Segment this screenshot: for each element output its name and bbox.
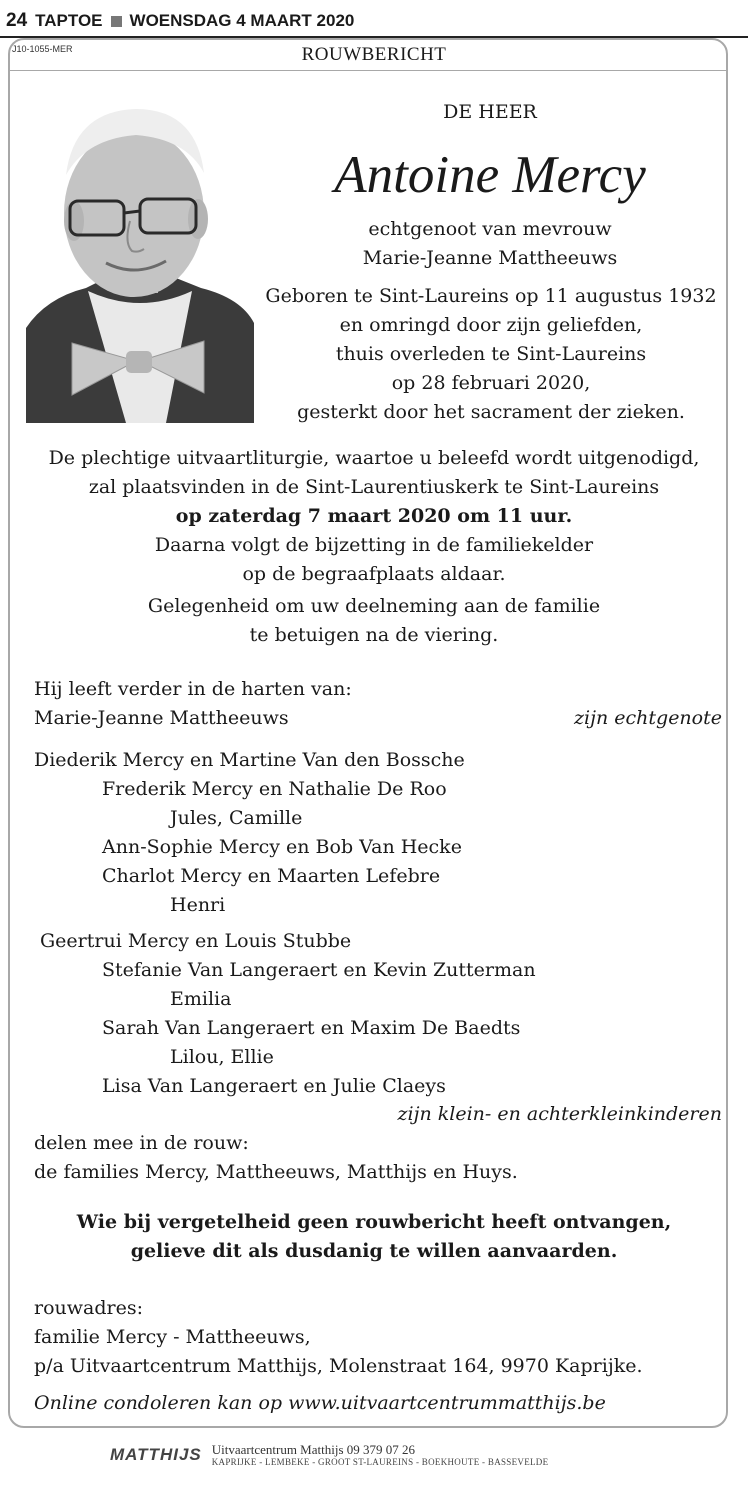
section-title: ROUWBERICHT [301,44,447,65]
service-datetime: op zaterdag 7 maart 2020 om 11 uur. [175,505,573,527]
bio-line: op 28 februari 2020, [391,372,591,394]
funeral-home-footer [110,1438,548,1472]
notice-line: Wie bij vergetelheid geen rouwbericht heeft ontvangen, [76,1211,672,1233]
address-line: p/a Uitvaartcentrum Matthijs, Molenstraat 164, 9970 Kaprijke. [34,1355,643,1377]
funeral-home-logo [110,1445,202,1465]
page-number: 24 [6,10,28,31]
title-divider [8,70,728,71]
family-line: Lisa Van Langeraert en Julie Claeys [102,1075,446,1097]
deceased-name: Antoine Mercy [334,146,646,204]
bio-line: gesterkt door het sacrament der zieken. [297,401,685,423]
family-line: Charlot Mercy en Maarten Lefebre [102,865,441,887]
share-line: delen mee in de rouw: [34,1132,249,1154]
footer-locations: KAPRIJKE - LEMBEKE - GROOT ST-LAUREINS - BOEKHOUTE - BASSEVELDE [211,1457,549,1467]
logo-text: MATTHIJS [110,1445,202,1464]
square-bullet-icon [111,16,122,27]
burial-line: Daarna volgt de bijzetting in de familiekelder [154,534,594,556]
notice-line: gelieve dit als dusdanig te willen aanvaarden. [130,1240,618,1262]
family-branch-1 [34,746,724,920]
family-line: Frederik Mercy en Nathalie De Roo [102,778,447,800]
survivor-spouse: Marie-Jeanne Mattheeuws [34,707,289,729]
online-condolence-link[interactable]: Online condoleren kan op www.uitvaartcentrummatthijs.be [34,1392,606,1414]
masthead [6,8,742,34]
family-branch-2 [40,927,724,1101]
family-line: Diederik Mercy en Martine Van den Bossche [34,749,465,771]
bio-block [258,282,724,427]
spouse-line: echtgenoot van mevrouw [368,218,612,240]
service-line: De plechtige uitvaartliturgie, waartoe u beleefd wordt uitgenodigd, [48,447,700,469]
address-line: familie Mercy - Mattheeuws, [34,1326,311,1348]
family-line: Lilou, Ellie [170,1046,274,1068]
family-line: Emilia [170,988,232,1010]
family-line: Geertrui Mercy en Louis Stubbe [40,930,352,952]
footer-contact: Uitvaartcentrum Matthijs 09 379 07 26 [211,1442,416,1457]
notice-block [20,1208,728,1266]
survivors-intro: Hij leeft verder in de harten van: [34,678,352,700]
address-line: rouwadres: [34,1297,143,1319]
condolence-line: Gelegenheid om uw deelneming aan de familie [147,595,601,617]
family-line: Sarah Van Langeraert en Maxim De Baedts [102,1017,521,1039]
bio-line: thuis overleden te Sint-Laureins [335,343,647,365]
share-line: de families Mercy, Mattheeuws, Matthijs en Huys. [34,1161,518,1183]
grandchildren-role: zijn klein- en achterkleinkinderen [397,1103,722,1125]
portrait-photo [26,103,254,423]
family-line: Henri [170,894,226,916]
condolence-block [20,592,728,650]
family-line: Jules, Camille [170,807,303,829]
spouse-line: Marie-Jeanne Mattheeuws [362,247,618,269]
bio-line: Geboren te Sint-Laureins op 11 augustus 1932 [265,285,717,307]
paper-name: TAPTOE [35,11,103,30]
honorific: DE HEER [443,101,537,123]
family-line: Ann-Sophie Mercy en Bob Van Hecke [102,836,462,858]
spouse-block [260,215,720,273]
condolence-line: te betuigen na de viering. [249,624,499,646]
issue-date: WOENSDAG 4 MAART 2020 [129,11,355,30]
bio-line: en omringd door zijn geliefden, [339,314,643,336]
family-line: Stefanie Van Langeraert en Kevin Zutterman [102,959,536,981]
service-line: zal plaatsvinden in de Sint-Laurentiuskerk te Sint-Laureins [88,476,660,498]
share-block [34,1129,724,1187]
address-block [34,1294,724,1381]
service-block [20,444,728,589]
spouse-role: zijn echtgenote [574,707,722,729]
ad-code: J10-1055-MER [12,44,73,54]
burial-line: op de begraafplaats aldaar. [242,563,506,585]
